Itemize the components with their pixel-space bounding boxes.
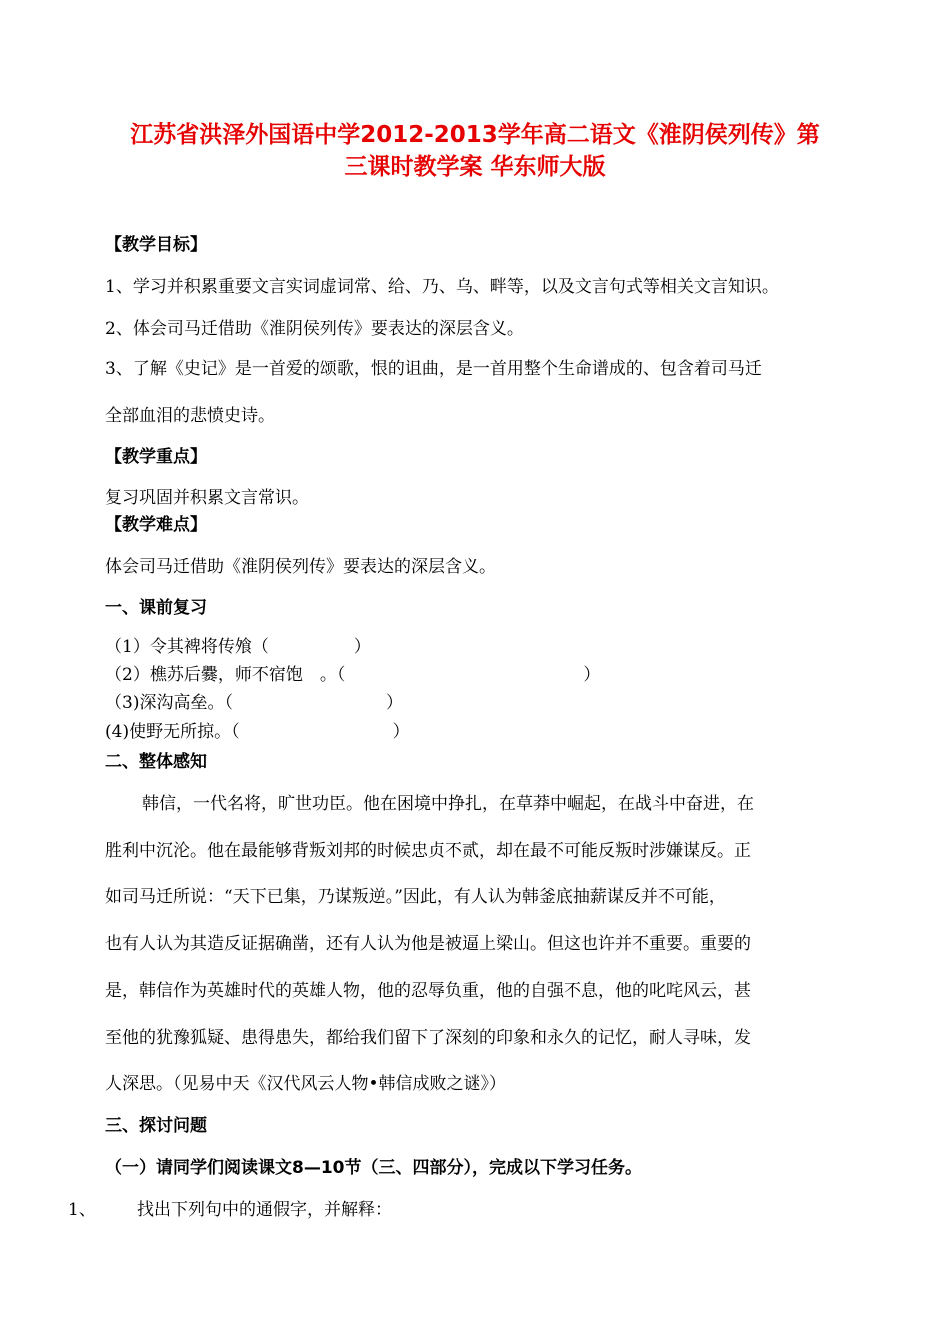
- discussion-item-text: 找出下列句中的通假字，并解释：: [137, 1200, 392, 1220]
- key-points-heading: 【教学重点】: [105, 447, 207, 467]
- objective-item: 2、体会司马迁借助《淮阴侯列传》要表达的深层含义。: [105, 319, 524, 339]
- review-item: (4)使野无所掠。（ ）: [105, 722, 410, 742]
- discussion-heading: 三、探讨问题: [105, 1116, 207, 1136]
- review-heading: 一、课前复习: [105, 598, 207, 618]
- overview-line: 也有人认为其造反证据确凿，还有人认为他是被逼上梁山。但这也许并不重要。重要的: [105, 934, 751, 954]
- review-item: （1）令其裨将传飧（ ）: [105, 637, 371, 657]
- objective-item: 3、了解《史记》是一首爱的颂歌，恨的诅曲，是一首用整个生命谱成的、包含着司马迁: [105, 359, 762, 379]
- key-points-text: 复习巩固并积累文言常识。: [105, 488, 309, 508]
- discussion-subheading: （一）请同学们阅读课文8—10节（三、四部分），完成以下学习任务。: [105, 1158, 642, 1178]
- review-item: （3)深沟高垒。（ ）: [105, 693, 403, 713]
- overview-line: 是，韩信作为英雄时代的英雄人物，他的忍辱负重，他的自强不息，他的叱咤风云，甚: [105, 981, 751, 1001]
- overview-line: 如司马迁所说：“天下已集，乃谋叛逆。”因此，有人认为韩釜底抽薪谋反并不可能，: [105, 887, 726, 907]
- document-title-line-2: 三课时教学案 华东师大版: [344, 154, 606, 180]
- objective-item: 1、学习并积累重要文言实词虚词常、给、乃、乌、畔等，以及文言句式等相关文言知识。: [105, 277, 779, 297]
- difficulties-heading: 【教学难点】: [105, 515, 207, 535]
- discussion-item-number: 1、: [68, 1200, 96, 1220]
- overview-line: 胜利中沉沦。他在最能够背叛刘邦的时候忠贞不贰，却在最不可能反叛时涉嫌谋反。正: [105, 841, 751, 861]
- overview-heading: 二、整体感知: [105, 752, 207, 772]
- document-title-line-1: 江苏省洪泽外国语中学2012-2013学年高二语文《淮阴侯列传》第: [130, 122, 820, 148]
- objectives-heading: 【教学目标】: [105, 235, 207, 255]
- difficulties-text: 体会司马迁借助《淮阴侯列传》要表达的深层含义。: [105, 557, 496, 577]
- overview-line: 人深思。（见易中天《汉代风云人物•韩信成败之谜》）: [105, 1074, 507, 1094]
- review-item: （2）樵苏后爨，师不宿饱 。（ ）: [105, 665, 601, 685]
- objective-item-continued: 全部血泪的悲愤史诗。: [105, 406, 275, 426]
- overview-line: 至他的犹豫狐疑、患得患失，都给我们留下了深刻的印象和永久的记忆，耐人寻味，发: [105, 1028, 751, 1048]
- overview-line: 韩信，一代名将，旷世功臣。他在困境中挣扎，在草莽中崛起，在战斗中奋进，在: [142, 794, 754, 814]
